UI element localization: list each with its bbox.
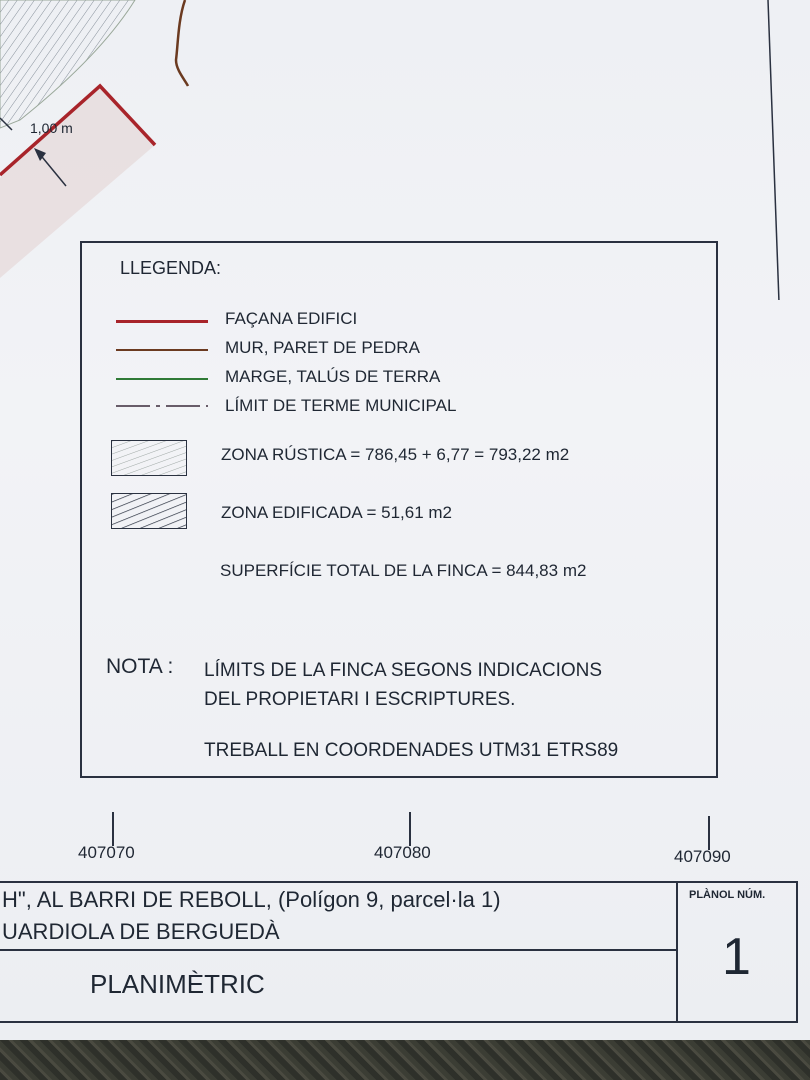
rustic-zone-swatch <box>111 440 187 476</box>
municipal-line-sample <box>116 403 208 409</box>
legend-item-wall: MUR, PARET DE PEDRA <box>225 338 420 357</box>
coord-tick-1 <box>112 812 114 846</box>
coord-tick-2 <box>409 812 411 846</box>
coord-label-3: 407090 <box>674 847 731 866</box>
wall-line-sample <box>116 349 208 351</box>
legend-item-municipal: LÍMIT DE TERME MUNICIPAL <box>225 396 457 415</box>
title-divider <box>676 883 678 1023</box>
legend-zone-built: ZONA EDIFICADA = 51,61 m2 <box>221 503 453 522</box>
plan-type: PLANIMÈTRIC <box>90 969 265 999</box>
nota-label: NOTA : <box>106 655 174 678</box>
plan-number-label: PLÀNOL NÚM. <box>689 889 766 901</box>
legend-title: LLEGENDA: <box>120 258 222 278</box>
title-address-line-2: UARDIOLA DE BERGUEDÀ <box>2 919 280 944</box>
legend-box <box>80 241 718 778</box>
legend-total-area: SUPERFÍCIE TOTAL DE LA FINCA = 844,83 m2 <box>220 561 587 580</box>
nota-line-1: LÍMITS DE LA FINCA SEGONS INDICACIONS <box>204 660 603 681</box>
coord-label-1: 407070 <box>78 843 135 862</box>
plan-number: 1 <box>722 928 751 986</box>
coord-tick-3 <box>708 816 710 850</box>
legend-item-slope: MARGE, TALÚS DE TERRA <box>225 367 441 386</box>
title-block <box>0 881 798 1023</box>
nota-line-2: DEL PROPIETARI I ESCRIPTURES. <box>204 689 516 710</box>
legend-zone-rustic: ZONA RÚSTICA = 786,45 + 6,77 = 793,22 m2 <box>221 445 570 464</box>
built-zone-swatch <box>111 493 187 529</box>
stone-wall-line <box>176 0 188 86</box>
dimension-label: 1,00 m <box>30 120 73 136</box>
sheet-border-line <box>768 0 800 300</box>
coord-label-2: 407080 <box>374 843 431 862</box>
legend-item-facade: FAÇANA EDIFICI <box>225 309 358 328</box>
title-address-line-1: H", AL BARRI DE REBOLL, (Polígon 9, parcel·la 1) <box>2 887 501 912</box>
background-fabric <box>0 1040 810 1080</box>
facade-line-sample <box>116 320 208 323</box>
slope-line-sample <box>116 378 208 380</box>
coords-note: TREBALL EN COORDENADES UTM31 ETRS89 <box>204 740 619 761</box>
